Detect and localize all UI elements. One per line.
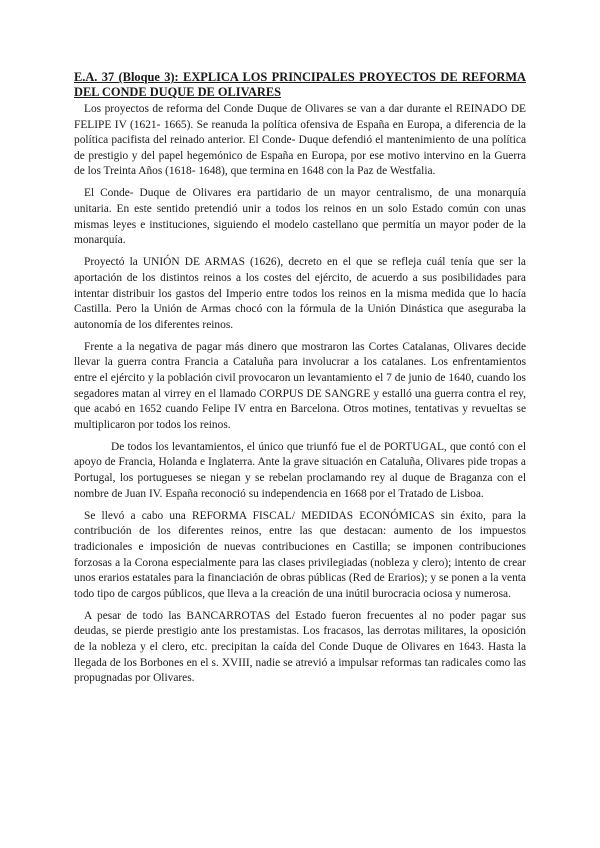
paragraph-reforma-fiscal: Se llevó a cabo una REFORMA FISCAL/ MEDIDAS ECONÓMICAS sin éxito, para la contribución de los diferentes reinos, entre las que destacan: aumento de los impuestos tradicionales e imposición de nuevas contribuciones en Castilla; se imponen contribuciones forzosas a la Corona especialmente para las clases privilegiadas (nobleza y clero); intento de crear unos erarios estatales para la financiación de obras públicas (Red de Erarios); y se ponen a la venta todo tipo de cargos públicos, que lleva a la creación de una inútil burocracia ociosa y numerosa. — [74, 509, 526, 600]
document-page — [74, 70, 526, 693]
paragraph-cataluna: Frente a la negativa de pagar más dinero que mostraron las Cortes Catalanas, Olivares decide llevar la guerra contra Francia a Cataluña para involucrar a los catalanes. Los enfrentamientos entre el ejército y la población civil provocaron un levantamiento el 7 de junio de 1640, cuando los segadores matan al virrey en el llamado CORPUS DE SANGRE y estalló una guerra contra el rey, que acabó en 1652 cuando Felipe IV entra en Barcelona. Otros motines, tentativas y revueltas se multiplicaron por todos los reinos. — [74, 340, 526, 431]
document-title: E.A. 37 (Bloque 3): EXPLICA LOS PRINCIPALES PROYECTOS DE REFORMA DEL CONDE DUQUE DE OLIVARES — [74, 70, 526, 99]
paragraph-centralismo: El Conde- Duque de Olivares era partidario de un mayor centralismo, de una monarquía unitaria. En este sentido pretendió unir a todos los reinos en un solo Estado común con unas mismas leyes e instituciones, siguiendo el modelo castellano que permitía un mayor poder de la monarquía. — [74, 187, 526, 247]
paragraph-bancarrotas: A pesar de todo las BANCARROTAS del Estado fueron frecuentes al no poder pagar sus deudas, se pierde prestigio ante los prestamistas. Los fracasos, las derrotas militares, la oposición de la nobleza y el clero, etc. precipitan la caída del Conde Duque de Olivares en 1643. Hasta la llegada de los Borbones en el s. XVIII, nadie se atrevió a impulsar reformas tan radicales como las propugnadas por Olivares. — [74, 609, 526, 685]
paragraph-reinado-felipe-iv: Los proyectos de reforma del Conde Duque de Olivares se van a dar durante el REINADO DE FELIPE IV (1621- 1665). Se reanuda la política ofensiva de España en Europa, a diferencia de la política pacifista del reinado anterior. El Conde- Duque defendió el mantenimiento de una política de prestigio y del papel hegemónico de España en Europa, por ese motivo intervino en la Guerra de los Treinta Años (1618- 1648), que termina en 1648 con la Paz de Westfalia. — [74, 103, 526, 178]
paragraph-union-de-armas: Proyectó la UNIÓN DE ARMAS (1626), decreto en el que se refleja cuál tenía que ser la aportación de los distintos reinos a los costes del ejército, de acuerdo a sus posibilidades para intentar distribuir los gastos del Imperio entre todos los reinos en la misma medida que lo hacía Castilla. Pero la Unión de Armas chocó con la fórmula de la Unión Dinástica que aseguraba la autonomía de los diferentes reinos. — [74, 256, 526, 331]
paragraph-portugal: De todos los levantamientos, el único que triunfó fue el de PORTUGAL, que contó con el apoyo de Francia, Holanda e Inglaterra. Ante la grave situación en Cataluña, Olivares pide tropas a Portugal, los portugueses se niegan y se rebelan proclamando rey al duque de Braganza con el nombre de Juan IV. España reconoció su independencia en 1668 por el Tratado de Lisboa. — [74, 440, 526, 500]
